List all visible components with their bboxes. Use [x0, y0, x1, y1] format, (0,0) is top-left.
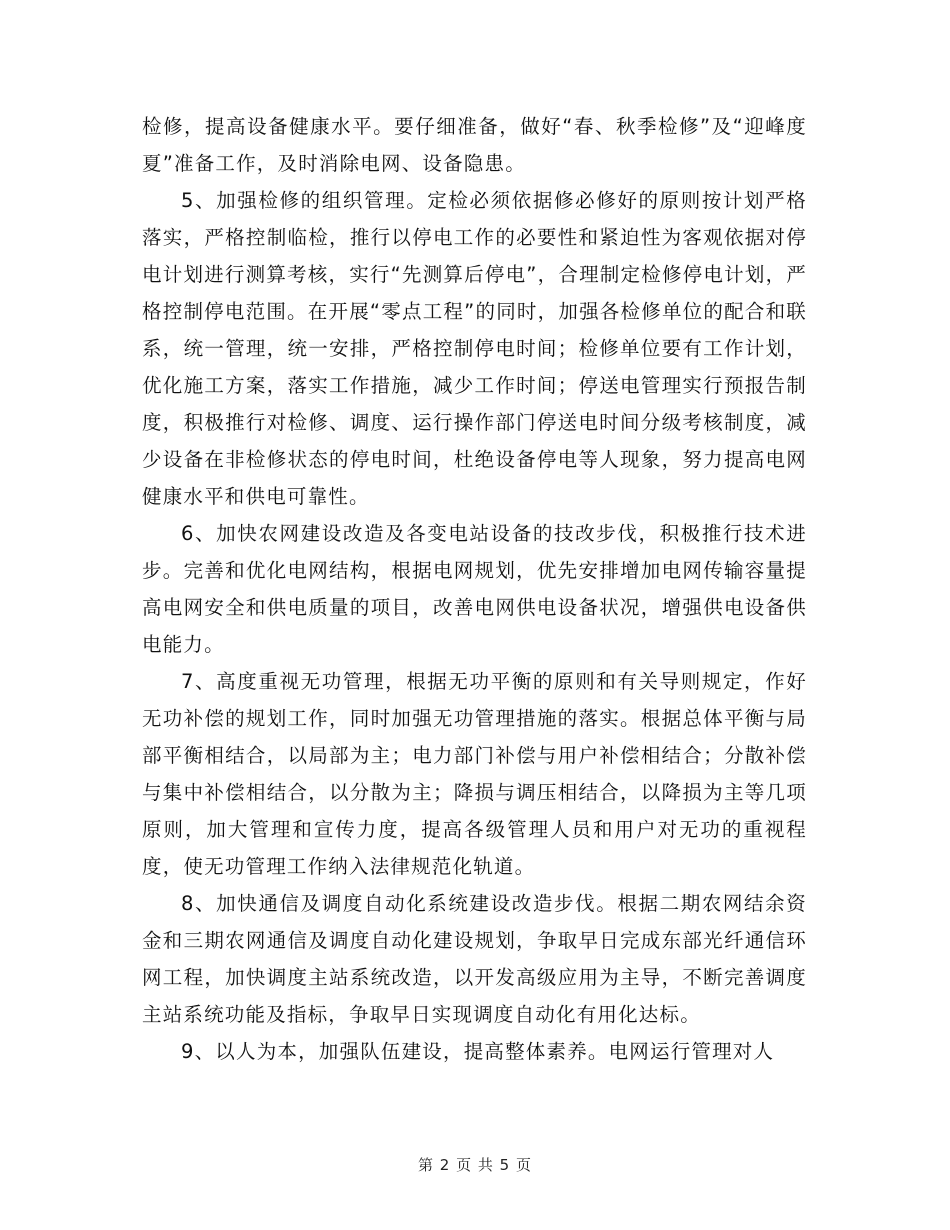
page-footer [0, 1154, 950, 1175]
paragraph-item-7: 7、高度重视无功管理，根据无功平衡的原则和有关导则规定，作好无功补偿的规划工作，同时加强无功管理措施的落实。根据总体平衡与局部平衡相结合，以局部为主；电力部门补偿与用户补偿相结合；分散补偿与集中补偿相结合，以分散为主；降损与调压相结合，以降损为主等几项原则，加大管理和宣传力度，提高各级管理人员和用户对无功的重视程度，使无功管理工作纳入法律规范化轨道。 [142, 670, 807, 878]
paragraph-item-8: 8、加快通信及调度自动化系统建设改造步伐。根据二期农网结余资金和三期农网通信及调度自动化建设规划，争取早日完成东部光纤通信环网工程，加快调度主站系统改造，以开发高级应用为主导，不断完善调度主站系统功能及指标，争取早日实现调度自动化有用化达标。 [142, 892, 807, 1026]
paragraph-item-9: 9、以人为本，加强队伍建设，提高整体素养。电网运行管理对人 [181, 1040, 775, 1063]
paragraph-item-6: 6、加快农网建设改造及各变电站设备的技改步伐，积极推行技术进步。完善和优化电网结构，根据电网规划，优先安排增加电网传输容量提高电网安全和供电质量的项目，改善电网供电设备状况，增强供电设备供电能力。 [142, 522, 807, 656]
paragraph-continued: 检修，提高设备健康水平。要仔细准备，做好“春、秋季检修”及“迎峰度夏”准备工作，及时消除电网、设备隐患。 [142, 115, 807, 175]
page-number-label: 第 2 页 共 5 页 [418, 1156, 532, 1174]
paragraph-item-5: 5、加强检修的组织管理。定检必须依据修必修好的原则按计划严格落实，严格控制临检，推行以停电工作的必要性和紧迫性为客观依据对停电计划进行测算考核，实行“先测算后停电”，合理制定检修停电计划，严格控制停电范围。在开展“零点工程”的同时，加强各检修单位的配合和联系，统一管理，统一安排，严格控制停电时间；检修单位要有工作计划，优化施工方案，落实工作措施，减少工作时间；停送电管理实行预报告制度，积极推行对检修、调度、运行操作部门停送电时间分级考核制度，减少设备在非检修状态的停电时间，杜绝设备停电等人现象，努力提高电网健康水平和供电可靠性。 [142, 189, 807, 508]
document-body [142, 108, 807, 1070]
